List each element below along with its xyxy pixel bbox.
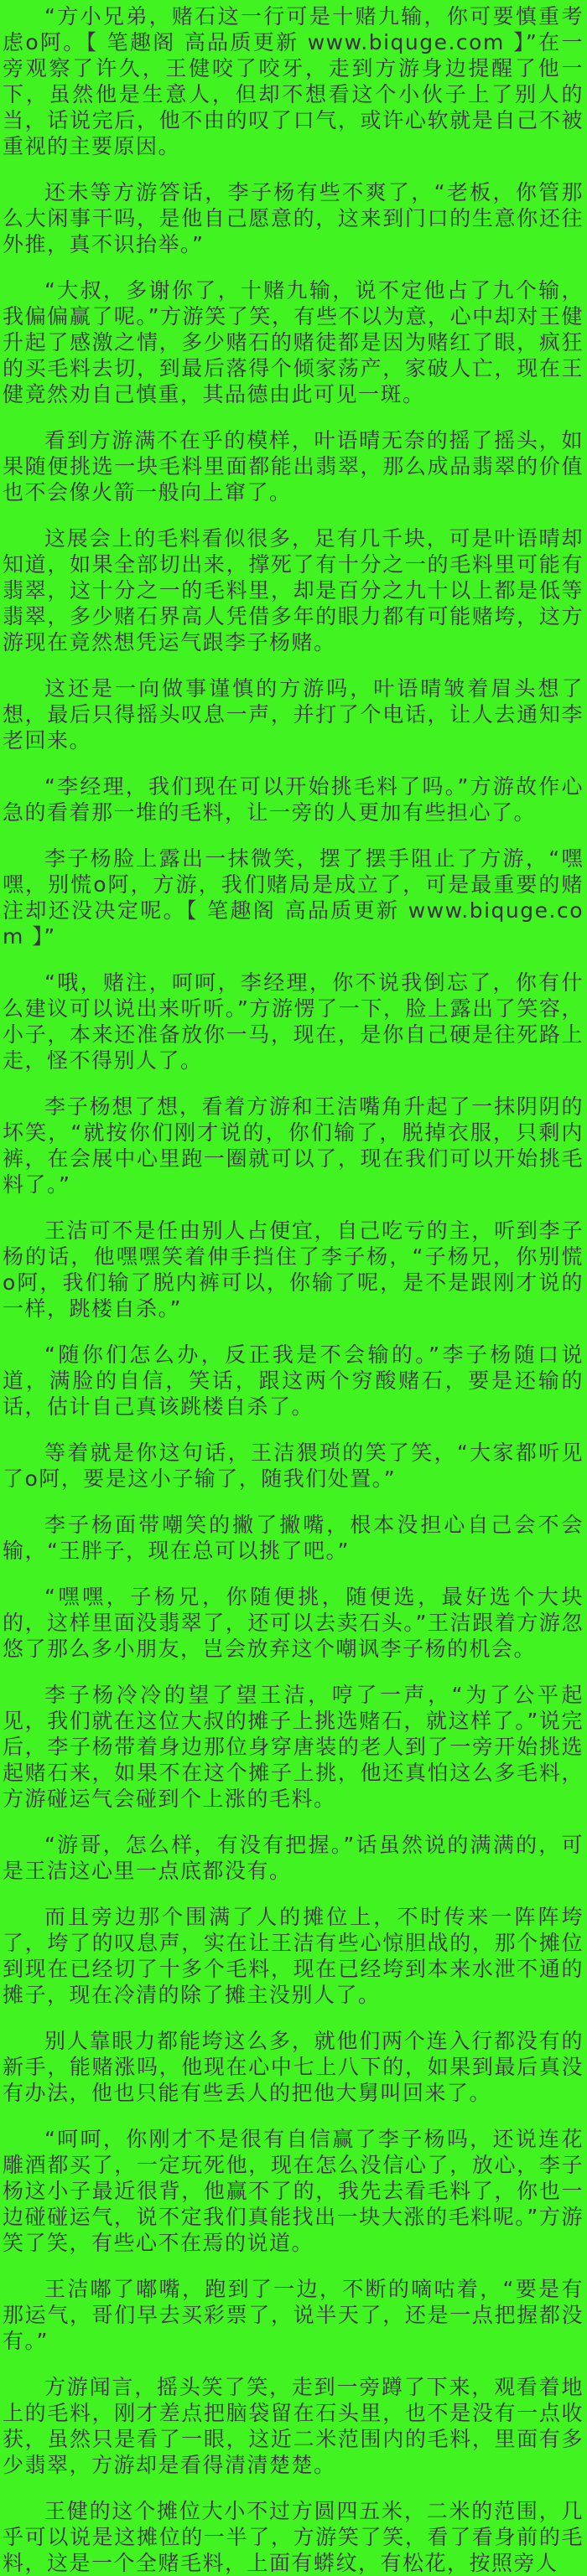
novel-paragraph: 李子杨面带嘲笑的撇了撇嘴，根本没担心自己会不会输，“王胖子，现在总可以挑了吧。” [3, 1513, 584, 1563]
novel-paragraph: 方游闻言，摇头笑了笑，走到一旁蹲了下来，观看着地上的毛料，刚才差点把脑袋留在石头里，也不是没有一点收获，虽然只是看了一眼，这近二米范围内的毛料，里面有多少翡翠，方游却是看得清清楚楚。 [3, 2375, 584, 2477]
novel-paragraph: 李子杨冷冷的望了望王洁，哼了一声，“为了公平起见，我们就在这位大叔的摊子上挑选赌石，就这样了。”说完后，李子杨带着身边那位身穿唐装的老人到了一旁开始挑选起赌石来，如果不在这个摊子上挑，他还真怕这么多毛料，方游碰运气会碰到个上涨的毛料。 [3, 1683, 584, 1811]
novel-paragraph: 王健的这个摊位大小不过方圆四五米，二米的范围，几乎可以说是这摊位的一半了，方游笑了笑，看了看身前的毛料，这是一个全赌毛料，上面有蟒纹，有松花，按照旁人 [3, 2499, 584, 2575]
novel-paragraph: 还未等方游答话，李子杨有些不爽了，“老板，你管那么大闲事干吗，是他自己愿意的，这来到门口的生意你还往外推，真不识抬举。” [3, 180, 584, 256]
novel-paragraph: “呵呵，你刚才不是很有自信赢了李子杨吗，还说连花雕酒都买了，一定玩死他，现在怎么没信心了，放心，李子杨这小子最近很背，他赢不了的，我先去看毛料了，你也一边碰碰运气，说不定我们真能找出一块大涨的毛料呢。”方游笑了笑，有些心不在焉的说道。 [3, 2127, 584, 2255]
novel-paragraph: “大叔，多谢你了，十赌九输，说不定他占了九个输，我偏偏赢了呢。”方游笑了笑，有些不以为意，心中却对王健升起了感激之情，多少赌石的赌徒都是因为赌红了眼，疯狂的买毛料去切，到最后落得个倾家荡产，家破人亡，现在王健竟然劝自己慎重，其品德由此可见一斑。 [3, 278, 584, 406]
novel-paragraph: “哦，赌注，呵呵，李经理，你不说我倒忘了，你有什么建议可以说出来听听。”方游愣了一下，脸上露出了笑容，小子，本来还准备放你一马，现在，是你自己硬是往死路上走，怪不得别人了。 [3, 970, 584, 1073]
novel-paragraph: “方小兄弟，赌石这一行可是十赌九输，你可要慎重考虑o阿。【 笔趣阁 高品质更新 www.biquge.com 】”在一旁观察了许久，王健咬了咬牙，走到方游身边提醒了他一下，虽然他是生意人，但却不想看这个小伙子上了别人的当，话说完后，他不由的叹了口气，或许心软就是自己不被重视的主要原因。 [3, 4, 584, 158]
novel-paragraph: “嘿嘿，子杨兄，你随便挑，随便选，最好选个大块的，这样里面没翡翠了，还可以去卖石头。”王洁跟着方游忽悠了那么多小朋友，岂会放弃这个嘲讽李子杨的机会。 [3, 1585, 584, 1661]
novel-paragraph: 这还是一向做事谨慎的方游吗，叶语晴皱着眉头想了想，最后只得摇头叹息一声，并打了个电话，让人去通知李老回来。 [3, 676, 584, 753]
novel-paragraph: 看到方游满不在乎的模样，叶语晴无奈的摇了摇头，如果随便挑选一块毛料里面都能出翡翠，那么成品翡翠的价值也不会像火箭一般向上窜了。 [3, 428, 584, 504]
novel-paragraph: 王洁嘟了嘟嘴，跑到了一边，不断的嘀咕着，“要是有那运气，哥们早去买彩票了，说半天了，还是一点把握都没有。” [3, 2277, 584, 2353]
novel-paragraph: 这展会上的毛料看似很多，足有几千块，可是叶语晴却知道，如果全部切出来，撑死了有十分之一的毛料里可能有翡翠，这十分之一的毛料里，却是百分之九十以上都是低等翡翠，多少赌石界高人凭借多年的眼力都有可能赌垮，这方游现在竟然想凭运气跟李子杨赌。 [3, 526, 584, 654]
novel-paragraph: 王洁可不是任由别人占便宜，自己吃亏的主，听到李子杨的话，他嘿嘿笑着伸手挡住了李子杨，“子杨兄，你别慌o阿，我们输了脱内裤可以，你输了呢，是不是跟刚才说的一样，跳楼自杀。” [3, 1218, 584, 1321]
novel-paragraph: “李经理，我们现在可以开始挑毛料了吗。”方游故作心急的看着那一堆的毛料，让一旁的人更加有些担心了。 [3, 774, 584, 825]
novel-paragraph: 别人靠眼力都能垮这么多，就他们两个连入行都没有的新手，能赌涨吗，他现在心中七上八下的，如果到最后真没有办法，他也只能有些丢人的把他大舅叫回来了。 [3, 2029, 584, 2105]
novel-paragraph: 李子杨脸上露出一抹微笑，摆了摆手阻止了方游，“嘿嘿，别慌o阿，方游，我们赌局是成立了，可是最重要的赌注却还没决定呢。【 笔趣阁 高品质更新 www.biquge.com 】” [3, 846, 584, 949]
novel-paragraph: “随你们怎么办，反正我是不会输的。”李子杨随口说道，满脸的自信，笑话，跟这两个穷酸赌石，要是还输的话，估计自己真该跳楼自杀了。 [3, 1342, 584, 1419]
novel-paragraph: 而且旁边那个围满了人的摊位上，不时传来一阵阵垮了，垮了的叹息声，实在让王洁有些心惊胆战的，那个摊位到现在已经切了十多个毛料，现在已经垮到本来水泄不通的摊子，现在冷清的除了摊主没别人了。 [3, 1905, 584, 2007]
novel-paragraph: 李子杨想了想，看着方游和王洁嘴角升起了一抹阴阴的坏笑，“就按你们刚才说的，你们输了，脱掉衣服，只剩内裤，在会展中心里跑一圈就可以了，现在我们可以开始挑毛料了。” [3, 1094, 584, 1197]
novel-paragraph: 等着就是你这句话，王洁猥琐的笑了笑，“大家都听见了o阿，要是这小子输了，随我们处置。” [3, 1441, 584, 1491]
novel-paragraph: “游哥，怎么样，有没有把握。”话虽然说的满满的，可是王洁这心里一点底都没有。 [3, 1833, 584, 1883]
